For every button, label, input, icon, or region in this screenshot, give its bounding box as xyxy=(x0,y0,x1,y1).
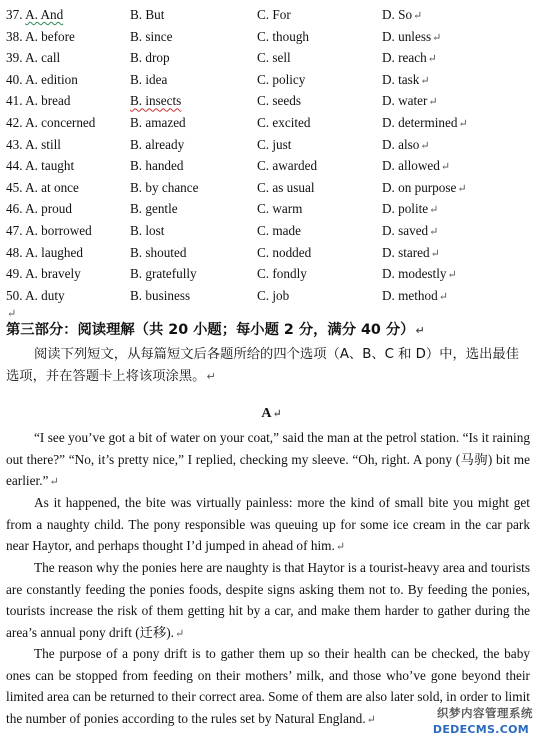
question-number: 40. xyxy=(6,71,23,87)
option-text: C. just xyxy=(257,136,292,152)
option-c xyxy=(257,69,305,91)
option-text: C. warm xyxy=(257,201,303,217)
option-row xyxy=(0,242,543,264)
passage-paragraph-1: “I see you’ve got a bit of water on your coat,” said the man at the petrol station. “Is it raining out there?” “No, it’s pretty nice,” I replied, checking my sleeve. “Oh, right. A pony (马驹) bit me earlier.”↵ xyxy=(6,430,530,489)
option-row xyxy=(0,285,543,307)
option-text: C. as usual xyxy=(257,179,315,195)
option-a xyxy=(6,198,72,220)
option-c xyxy=(257,263,307,285)
question-number: 44. xyxy=(6,158,23,174)
option-text: B. insects xyxy=(130,93,182,109)
option-b xyxy=(130,155,183,177)
option-a xyxy=(6,177,79,199)
question-number: 39. xyxy=(6,50,23,66)
paragraph-mark: ↵ xyxy=(427,53,437,66)
option-b xyxy=(130,134,184,156)
question-number: 38. xyxy=(6,28,23,44)
option-row xyxy=(0,220,543,242)
question-number: 42. xyxy=(6,115,23,130)
option-text: D. method xyxy=(382,287,438,303)
option-text: A. And xyxy=(25,7,64,22)
question-number: 41. xyxy=(6,93,23,109)
option-b xyxy=(130,285,190,307)
option-a xyxy=(6,155,74,177)
option-d xyxy=(382,90,438,114)
option-b xyxy=(130,4,164,26)
paragraph-mark: ↵ xyxy=(429,204,439,217)
option-text: D. So xyxy=(382,7,413,22)
option-text: A. bravely xyxy=(25,266,81,282)
option-row xyxy=(0,69,543,91)
question-number: 50. xyxy=(6,287,23,303)
paragraph-mark: ↵ xyxy=(420,139,430,152)
option-a xyxy=(6,134,61,156)
option-text: A. bread xyxy=(25,93,71,109)
option-d xyxy=(382,285,448,309)
option-text: D. unless xyxy=(382,28,432,44)
option-text: C. awarded xyxy=(257,158,318,174)
option-row xyxy=(0,26,543,48)
option-text: B. gentle xyxy=(130,201,178,217)
option-c xyxy=(257,134,291,156)
option-c xyxy=(257,47,291,69)
option-a xyxy=(6,220,92,242)
option-text: B. already xyxy=(130,136,185,152)
option-d xyxy=(382,134,430,158)
option-row xyxy=(0,4,543,26)
paragraph-mark: ↵ xyxy=(413,10,423,22)
option-text: C. For xyxy=(257,7,291,22)
option-text: B. lost xyxy=(130,223,165,238)
option-a xyxy=(6,47,60,69)
paragraph-mark: ↵ xyxy=(7,308,17,321)
option-b xyxy=(130,263,197,285)
option-b xyxy=(130,90,181,112)
question-number: 47. xyxy=(6,223,23,238)
passage-paragraph-2: As it happened, the bite was virtually painless: more the kind of small bite you might get from a naughty child. The pony responsible was queuing up for some ice cream in the car park near Haytor, and perhaps thought I’d jumped in ahead of him.↵ xyxy=(6,495,530,554)
paragraph-mark: ↵ xyxy=(430,247,440,260)
paragraph-mark: ↵ xyxy=(447,269,457,282)
option-b xyxy=(130,242,186,264)
option-text: A. borrowed xyxy=(25,223,92,238)
option-a xyxy=(6,112,95,134)
option-row xyxy=(0,177,543,199)
option-text: D. determined xyxy=(382,115,458,130)
option-b xyxy=(130,220,164,242)
option-text: D. stared xyxy=(382,244,430,260)
option-row xyxy=(0,198,543,220)
section-heading: 第三部分：阅读理解（共 20 小题；每小题 2 分，满分 40 分）↵ xyxy=(6,322,425,338)
option-b xyxy=(130,26,173,48)
option-text: C. seeds xyxy=(257,93,301,109)
question-number: 46. xyxy=(6,201,23,217)
option-text: A. concerned xyxy=(25,115,96,130)
site-watermark: 织梦内容管理系统 DEDECMS.COM xyxy=(432,706,533,736)
option-text: D. allowed xyxy=(382,158,440,174)
option-text: B. shouted xyxy=(130,244,187,260)
option-text: C. though xyxy=(257,28,310,44)
option-text: C. fondly xyxy=(257,266,307,282)
option-text: A. proud xyxy=(25,201,72,217)
option-text: B. drop xyxy=(130,50,170,66)
paragraph-mark: ↵ xyxy=(420,74,430,87)
paragraph-mark: ↵ xyxy=(429,226,439,238)
option-text: C. sell xyxy=(257,50,291,66)
option-row xyxy=(0,90,543,112)
question-number: 37. xyxy=(6,7,23,22)
option-text: B. gratefully xyxy=(130,266,197,282)
option-text: B. business xyxy=(130,287,191,303)
option-d xyxy=(382,155,450,179)
option-text: B. handed xyxy=(130,158,184,174)
option-text: B. amazed xyxy=(130,115,186,130)
option-row xyxy=(0,134,543,156)
passage-title: A↵ xyxy=(261,406,282,421)
option-d xyxy=(382,47,437,71)
option-text: C. policy xyxy=(257,71,306,87)
option-text: A. duty xyxy=(25,287,65,303)
passage-paragraph-4: The purpose of a pony drift is to gather them up so their health can be checked, the baby ones can be stopped from feeding on their mothers’ milk, and those who’ve gone beyond their limited area can be returned to their correct area. Some of them are also later sold, in order to limit the number of ponies according to the rules set by Natural England.↵ xyxy=(6,646,530,726)
option-a xyxy=(6,69,78,91)
option-d xyxy=(382,242,440,266)
option-b xyxy=(130,112,186,134)
option-text: D. on purpose xyxy=(382,179,457,195)
option-d xyxy=(382,112,468,136)
option-c xyxy=(257,198,302,220)
option-text: D. polite xyxy=(382,201,429,217)
option-text: D. also xyxy=(382,136,420,152)
option-d xyxy=(382,177,467,201)
option-c xyxy=(257,242,311,264)
option-a xyxy=(6,242,83,264)
option-text: A. call xyxy=(25,50,61,66)
option-text: A. laughed xyxy=(25,244,83,260)
option-d xyxy=(382,69,430,93)
option-c xyxy=(257,90,301,112)
paragraph-mark: ↵ xyxy=(438,290,448,303)
option-text: B. idea xyxy=(130,71,168,87)
option-text: D. water xyxy=(382,93,428,109)
option-text: C. job xyxy=(257,287,290,303)
question-number: 48. xyxy=(6,244,23,260)
option-c xyxy=(257,285,289,307)
option-d xyxy=(382,220,438,244)
option-text: C. made xyxy=(257,223,301,238)
option-d xyxy=(382,26,441,50)
option-c xyxy=(257,112,310,134)
option-c xyxy=(257,177,315,199)
option-text: B. But xyxy=(130,7,165,22)
paragraph-mark: ↵ xyxy=(432,31,442,44)
option-row xyxy=(0,155,543,177)
paragraph-mark: ↵ xyxy=(440,161,451,174)
option-b xyxy=(130,198,178,220)
reading-instructions: 阅读下列短文，从每篇短文后各题所给的四个选项（A、B、C 和 D）中，选出最佳选项，并在答题卡上将该项涂黑。↵ xyxy=(6,347,519,384)
question-number: 45. xyxy=(6,179,23,195)
option-row xyxy=(0,263,543,285)
option-text: A. taught xyxy=(25,158,75,174)
option-text: C. nodded xyxy=(257,244,312,260)
option-c xyxy=(257,26,309,48)
option-text: A. before xyxy=(25,28,75,44)
option-text: B. since xyxy=(130,28,173,44)
option-row xyxy=(0,47,543,69)
option-c xyxy=(257,155,317,177)
paragraph-mark: ↵ xyxy=(428,96,438,109)
option-a xyxy=(6,26,75,48)
option-text: D. task xyxy=(382,71,420,87)
option-text: B. by chance xyxy=(130,179,199,195)
option-text: D. reach xyxy=(382,50,427,66)
option-d xyxy=(382,263,457,287)
question-number: 49. xyxy=(6,266,23,282)
option-d xyxy=(382,4,422,28)
option-c xyxy=(257,4,291,26)
option-text: A. at once xyxy=(25,179,79,195)
option-c xyxy=(257,220,301,242)
option-b xyxy=(130,69,167,91)
option-d xyxy=(382,198,438,222)
option-b xyxy=(130,47,170,69)
option-text: C. excited xyxy=(257,115,311,130)
passage-paragraph-3: The reason why the ponies here are naughty is that Haytor is a tourist-heavy area and tourists are constantly feeding the ponies foods, despite signs asking them not to. By feeding the ponies, tourists increase the risk of them getting hit by a car, and make them harder to gather during the area’s annual pony drift (迁移).↵ xyxy=(6,560,530,640)
option-row xyxy=(0,112,543,134)
option-a xyxy=(6,263,81,285)
paragraph-mark: ↵ xyxy=(458,118,468,130)
option-text: A. still xyxy=(25,136,61,152)
option-text: D. modestly xyxy=(382,266,447,282)
option-text: A. edition xyxy=(25,71,78,87)
option-b xyxy=(130,177,198,199)
option-a xyxy=(6,4,63,26)
question-number: 43. xyxy=(6,136,23,152)
option-text: D. saved xyxy=(382,223,429,238)
paragraph-mark: ↵ xyxy=(457,182,467,195)
option-a xyxy=(6,90,70,112)
